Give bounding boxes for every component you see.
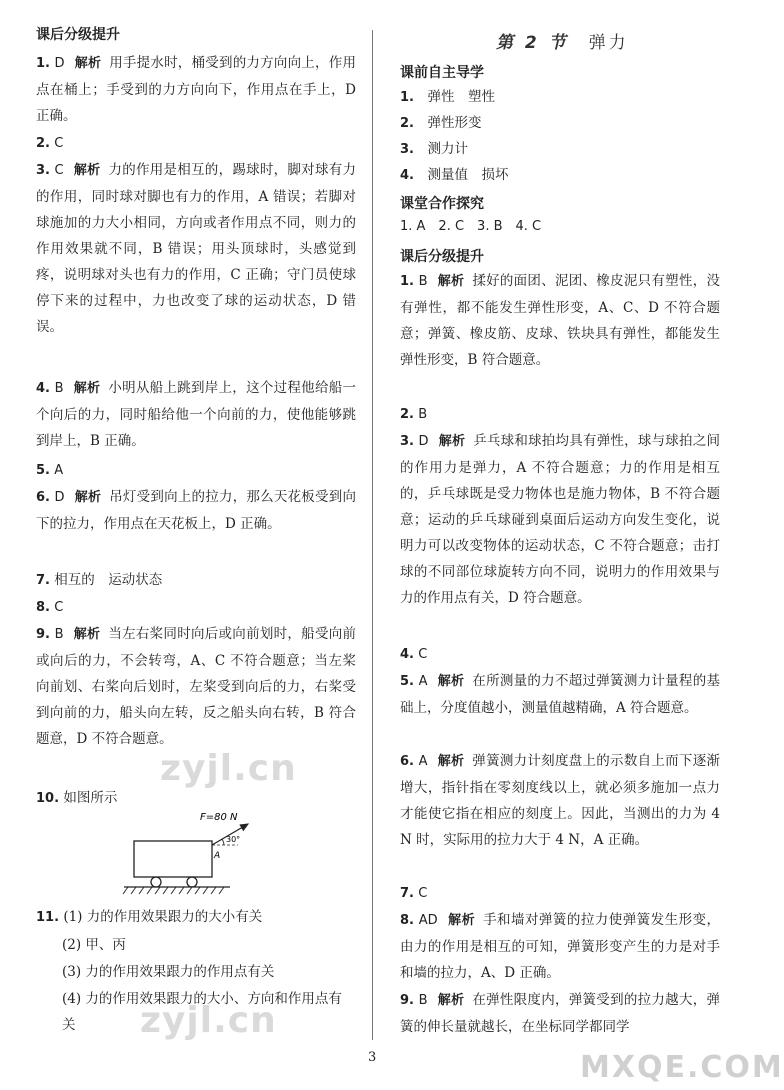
watermark-bottom-left: zyjl.cn — [140, 1000, 277, 1041]
sub-answer: (4) 力的作用效果跟力的大小、方向和作用点有关 — [62, 991, 342, 1033]
answer-item: 8. C — [36, 600, 64, 615]
answer-item: 1. B 解析 揉好的面团、泥团、橡皮泥只有塑性，没有弹性，都不能发生弹性形变，A、C、D 不符合题意；弹簧、橡皮筋、皮球、铁块具有弹性，都能发生弹性形变，B 符合题意。 — [400, 273, 720, 368]
answer-item: 2. B — [400, 407, 428, 422]
answer-item: 7. 相互的 运动状态 — [36, 572, 163, 588]
force-diagram — [120, 808, 270, 898]
answer-item: 10. 如图所示 — [36, 790, 118, 806]
column-divider — [372, 30, 373, 1040]
chapter-heading: 第 2 节 弹力 — [496, 33, 629, 53]
sub-answer: (2) 甲、丙 — [62, 937, 126, 953]
force-label: F=80 N — [200, 812, 238, 823]
watermark-bottom-right: MXQE.COM — [580, 1050, 784, 1085]
answer-item: 2. C — [36, 136, 64, 151]
answer-item: 7. C — [400, 886, 428, 901]
answer-item: 4. B 解析 小明从船上跳到岸上，这个过程他给船一个向后的力，同时船给他一个向前的力，使他能够跳到岸上，B 正确。 — [36, 380, 356, 449]
angle-label: 30° — [226, 835, 241, 844]
angle-arc — [222, 839, 224, 845]
answer-item: 1. 弹性 塑性 — [400, 89, 495, 105]
answer-item: 11. (1) 力的作用效果跟力的大小有关 — [36, 909, 263, 925]
answer-item: 3. 测力计 — [400, 141, 468, 157]
section-title-after: 课后分级提升 — [400, 249, 484, 265]
answer-item: 6. A 解析 弹簧测力计刻度盘上的示数自上而下逐渐增大，指针指在零刻度线以上，就必须多施加一点力才能使它指在相应的刻度上。因此，当测出的力为 4 N 时，实际用的拉力大于 4 N，A 正确。 — [400, 753, 720, 848]
section-title-left: 课后分级提升 — [36, 27, 120, 43]
point-label: A — [214, 851, 221, 861]
answer-item: 3. C 解析 力的作用是相互的，踢球时，脚对球有力的作用，同时球对脚也有力的作用，A 错误；若脚对球施加的力大小相同，方向或者作用点不同，则力的作用效果就不同，B 错误；用头顶球时，头感觉到疼，说明球对头也有力的作用，C 正确；守门员使球停下来的过程中，力也改变了球的运动状态，D 错误。 — [36, 162, 356, 335]
cart-wheel — [187, 877, 197, 887]
answer-item: 2. 弹性形变 — [400, 115, 482, 131]
answer-item: 5. A — [36, 463, 64, 478]
answer-item: 3. D 解析 乒乓球和球拍均具有弹性，球与球拍之间的作用力是弹力，A 不符合题意；力的作用是相互的，乒乓球既是受力物体也是施力物体，B 不符合题意；运动的乒乓球碰到桌面后运动方向发生变化，说明力可以改变物体的运动状态，C 不符合题意；击打球的不同部位球旋转方向不同，说明力的作用效果与力的作用点有关，D 符合题意。 — [400, 433, 720, 606]
answer-item: 4. C — [400, 647, 428, 662]
cart-body — [134, 841, 212, 877]
answer-item: 9. B 解析 在弹性限度内，弹簧受到的拉力越大，弹簧的伸长量就越长，在坐标同学都同学 — [400, 992, 720, 1035]
answer-item: 9. B 解析 当左右桨同时向后或向前划时，船受向前或向后的力，不会转弯，A、C 不符合题意；当左桨向前划、右桨向后划时，左桨受到向后的力，右桨受到向前的力，船头向左转，反之船头向右转，B 符合题意，D 不符合题意。 — [36, 626, 356, 747]
page-number: 3 — [368, 1050, 377, 1065]
watermark-center: zyjl.cn — [160, 748, 297, 789]
cart-wheel — [151, 877, 161, 887]
answer-item: 4. 测量值 损坏 — [400, 167, 509, 183]
answer-item: 8. AD 解析 手和墙对弹簧的拉力使弹簧发生形变，由力的作用是相互的可知，弹簧形变产生的力是对手和墙的拉力，A、D 正确。 — [400, 912, 720, 981]
section-title-pre: 课前自主导学 — [400, 65, 484, 81]
section-title-class: 课堂合作探究 — [400, 196, 484, 212]
answer-item: 5. A 解析 在所测量的力不超过弹簧测力计量程的基础上，分度值越小，测量值越精确，A 符合题意。 — [400, 673, 720, 716]
answer-item: 1. D 解析 用手提水时，桶受到的力方向向上，作用点在桶上；手受到的力方向向下，作用点在手上，D 正确。 — [36, 55, 356, 124]
answer-item: 6. D 解析 吊灯受到向上的拉力，那么天花板受到向下的拉力，作用点在天花板上，D 正确。 — [36, 489, 356, 532]
ground-hatch — [123, 887, 224, 894]
sub-answer: (3) 力的作用效果跟力的作用点有关 — [62, 964, 275, 980]
class-answers: 1. A 2. C 3. B 4. C — [400, 219, 542, 234]
